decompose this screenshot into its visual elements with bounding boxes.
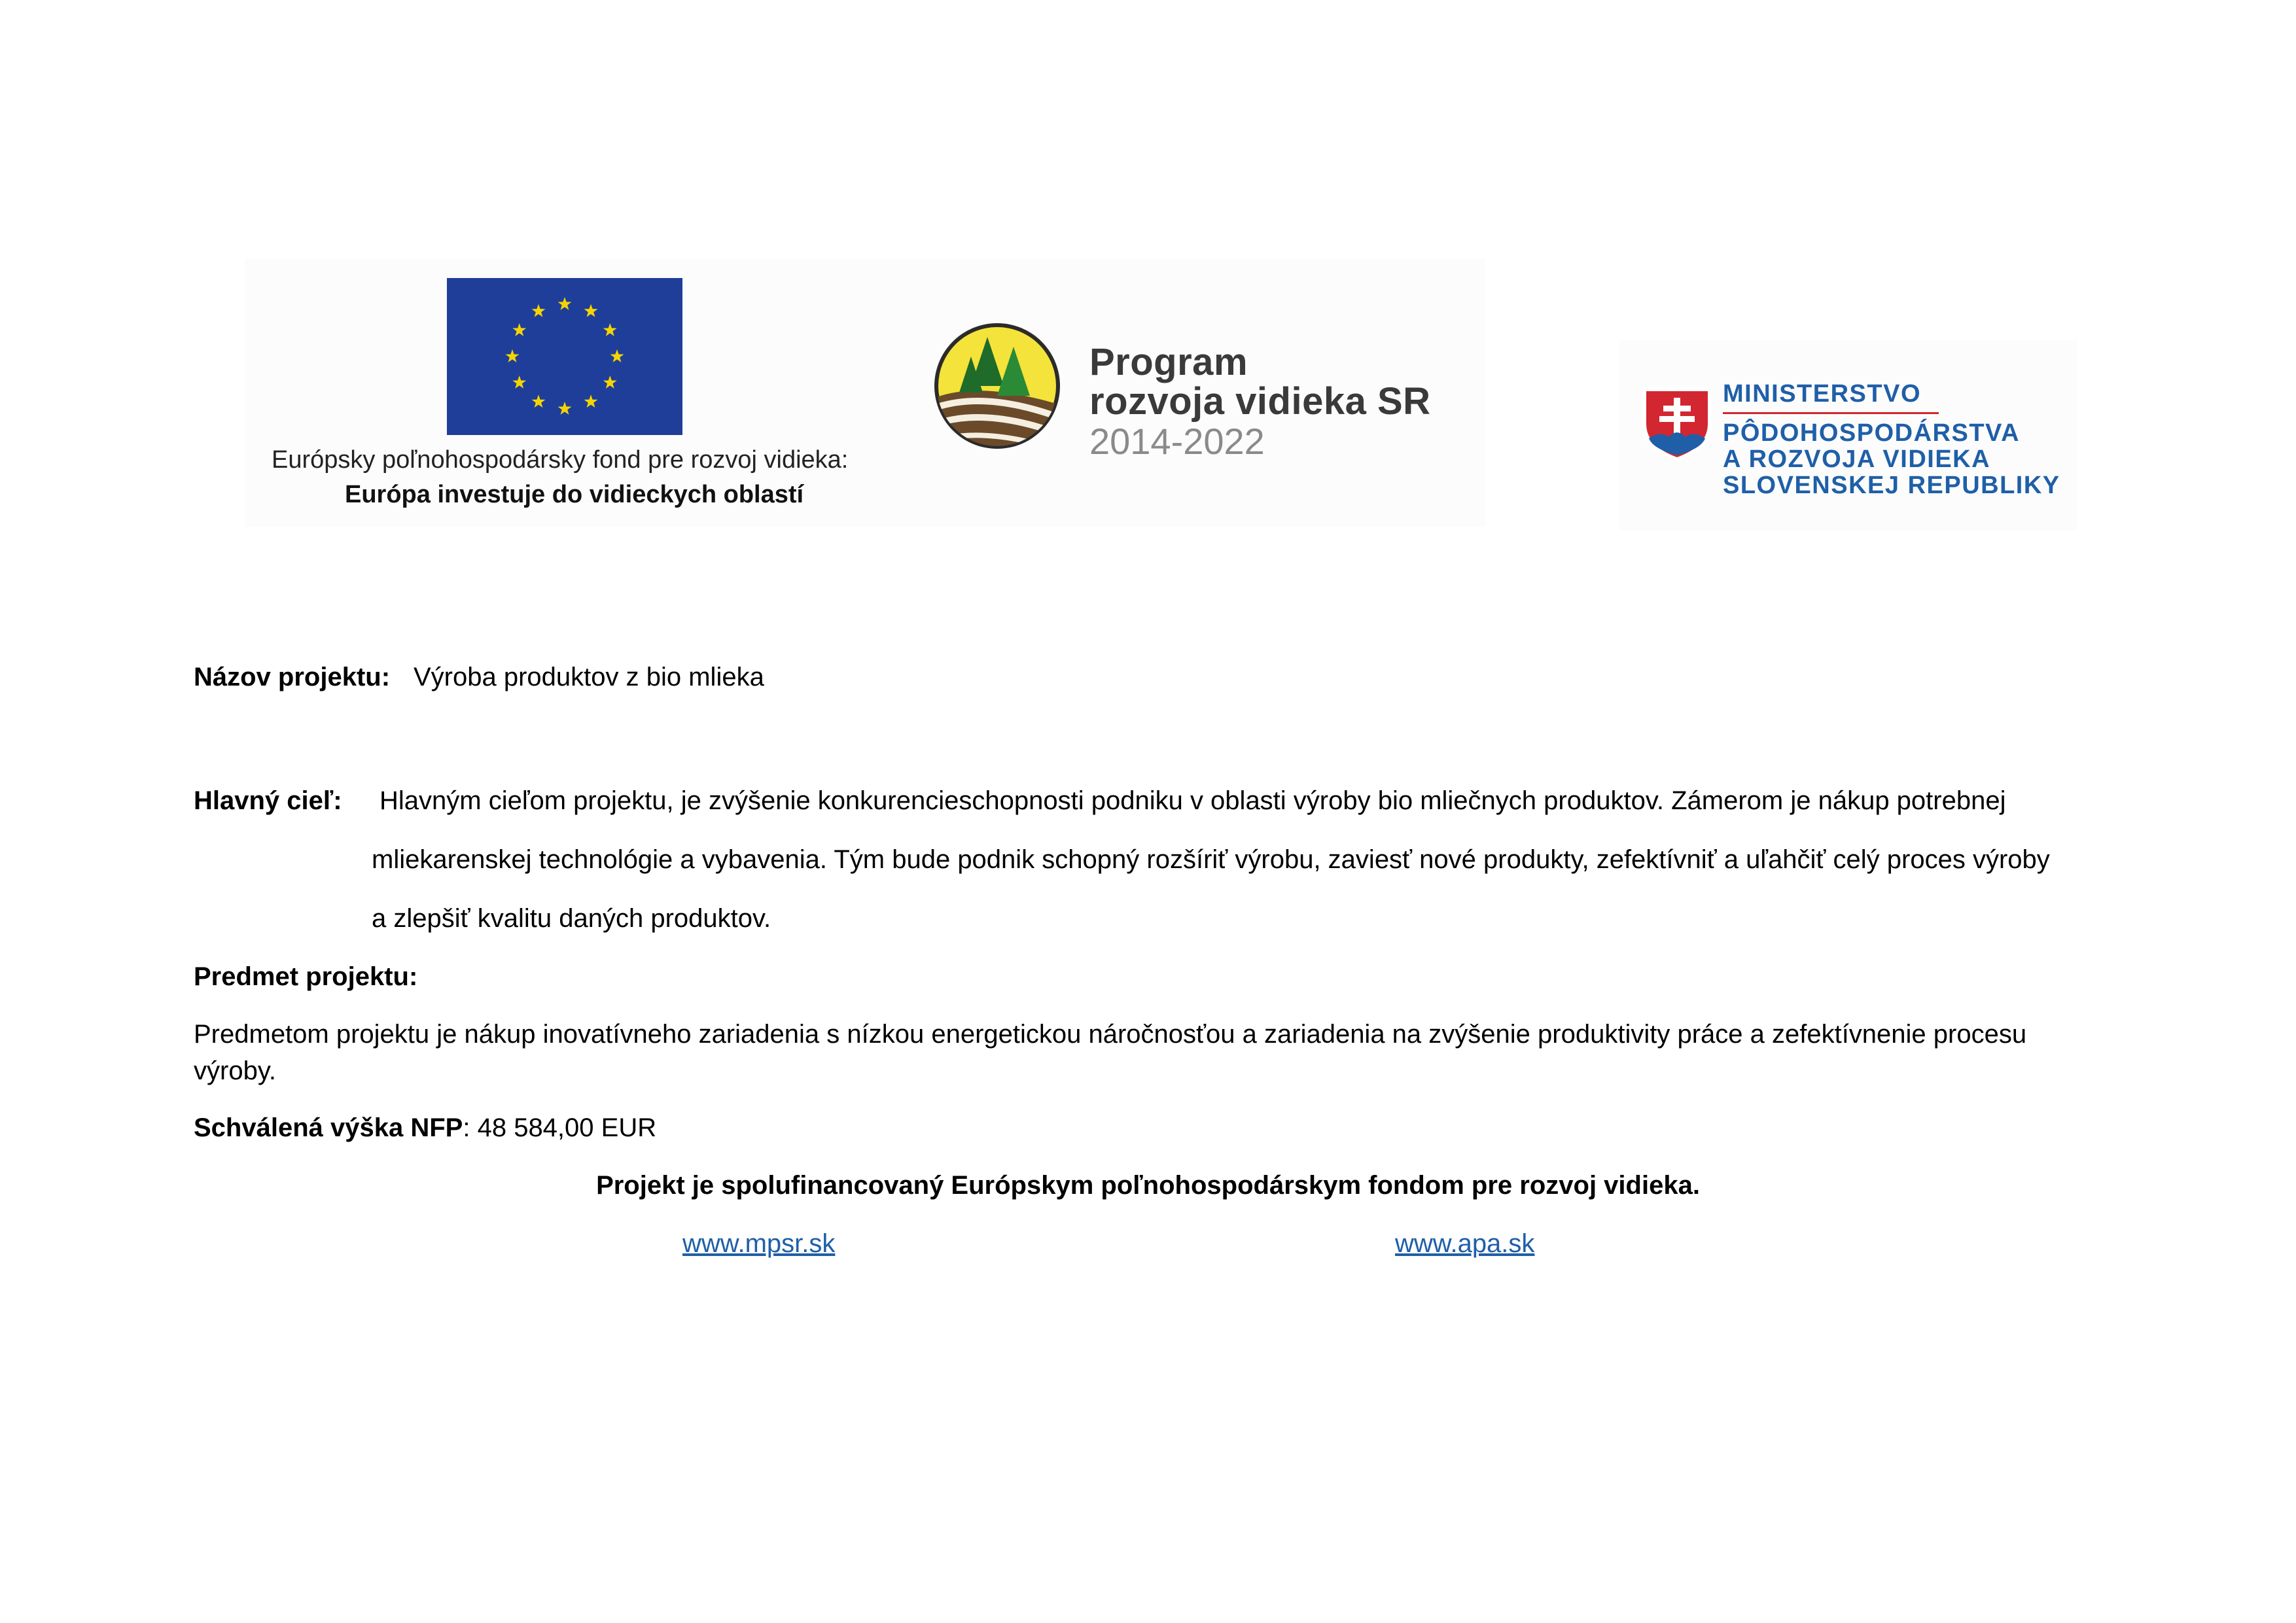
- goal-line3: a zlepšiť kvalitu daných produktov.: [372, 904, 771, 933]
- nfp-label: Schválená výška NFP: [194, 1113, 463, 1142]
- ministry-line1: PÔDOHOSPODÁRSTVA: [1723, 419, 2021, 447]
- program-title-line2: rozvoja vidieka SR: [1089, 380, 1431, 423]
- eu-caption-line2: Európa investuje do vidieckych oblastí: [345, 481, 804, 508]
- ministry-logo: [1636, 376, 2094, 507]
- program-logo: [929, 314, 1466, 471]
- mpsr-link[interactable]: www.mpsr.sk: [682, 1229, 836, 1258]
- goal-label: Hlavný cieľ:: [194, 786, 342, 815]
- ministry-title: MINISTERSTVO: [1723, 380, 1922, 408]
- project-name-value: Výroba produktov z bio mlieka: [414, 663, 764, 691]
- ministry-line3: SLOVENSKEJ REPUBLIKY: [1723, 472, 2060, 499]
- ministry-rule: [1723, 412, 1939, 414]
- program-title-line1: Program: [1089, 341, 1248, 383]
- nfp-row: [194, 1109, 656, 1146]
- eu-flag-icon: [447, 278, 682, 435]
- goal-line2: mliekarenskej technológie a vybavenia. Tým bude podnik schopný rozšíriť výrobu, zaviesť nové produkty, zefektívniť a uľahčiť celý proces výroby: [372, 845, 2050, 874]
- project-name-label: Názov projektu:: [194, 663, 391, 691]
- subject-label: Predmet projektu:: [194, 962, 418, 991]
- apa-link[interactable]: www.apa.sk: [1395, 1229, 1535, 1258]
- subject-line2: výroby.: [194, 1056, 276, 1085]
- subject-line1: Predmetom projektu je nákup inovatívneho zariadenia s nízkou energetickou náročnosťou a zariadenia na zvýšenie produktivity práce a zefektívnenie procesu: [194, 1020, 2027, 1049]
- program-emblem-icon: [932, 321, 1063, 451]
- nfp-value: : 48 584,00 EUR: [463, 1113, 657, 1142]
- slovak-coat-of-arms-icon: [1641, 386, 1713, 463]
- eu-caption-line1: Európsky poľnohospodársky fond pre rozvoj vidieka:: [272, 446, 849, 474]
- ministry-line2: A ROZVOJA VIDIEKA: [1723, 445, 1991, 473]
- program-years: 2014-2022: [1089, 421, 1265, 462]
- cofinance-note: Projekt je spolufinancovaný Európskym poľnohospodárskym fondom pre rozvoj vidieka.: [596, 1171, 1700, 1200]
- goal-line1: Hlavným cieľom projektu, je zvýšenie konkurencieschopnosti podniku v oblasti výroby bio mliečnych produktov. Zámerom je nákup potrebnej: [380, 786, 2006, 815]
- eu-logo: [245, 275, 900, 523]
